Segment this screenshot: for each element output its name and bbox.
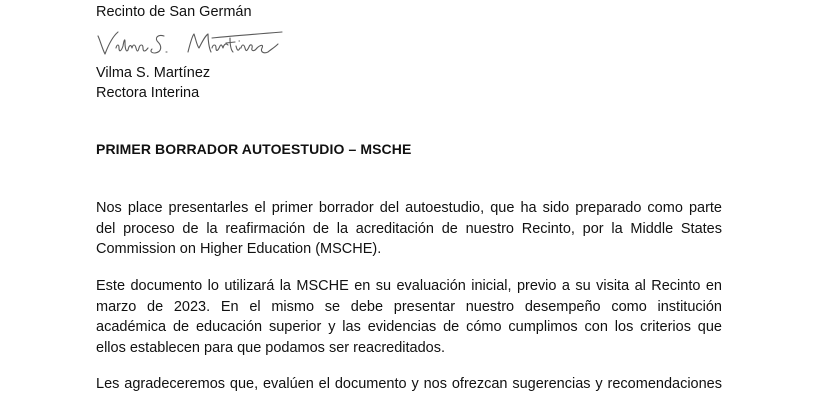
document-heading: PRIMER BORRADOR AUTOESTUDIO – MSCHE (96, 141, 412, 157)
campus-name: Recinto de San Germán (96, 4, 252, 20)
paragraph-line: marzo de 2023. En el mismo se debe presentar nuestro desempeño como institución (96, 298, 722, 315)
paragraph-line: académica de educación superior y las evidencias de cómo cumplimos con los criterios que (96, 319, 722, 335)
paragraph-line: ellos establecen para que podamos ser reacreditados. (96, 339, 446, 356)
paragraph-line: Les agradeceremos que, evalúen el documento y nos ofrezcan sugerencias y recomendaciones (96, 376, 722, 392)
signatory-name: Vilma S. Martínez (96, 65, 211, 81)
handwritten-signature (92, 26, 302, 62)
signatory-title: Rectora Interina (96, 85, 200, 101)
paragraph-line: Nos place presentarles el primer borrador del autoestudio, que ha sido preparado como parte (96, 200, 722, 216)
paragraph-3 (96, 374, 722, 395)
paragraph-line: del proceso de la reafirmación de la acreditación de nuestro Recinto, por la Middle States (96, 220, 722, 237)
paragraph-2 (96, 276, 722, 358)
paragraph-line: Este documento lo utilizará la MSCHE en su evaluación inicial, previo a su visita al Recinto en (96, 278, 722, 294)
paragraph-line: Commission on Higher Education (MSCHE). (96, 241, 382, 257)
paragraph-1 (96, 198, 722, 260)
